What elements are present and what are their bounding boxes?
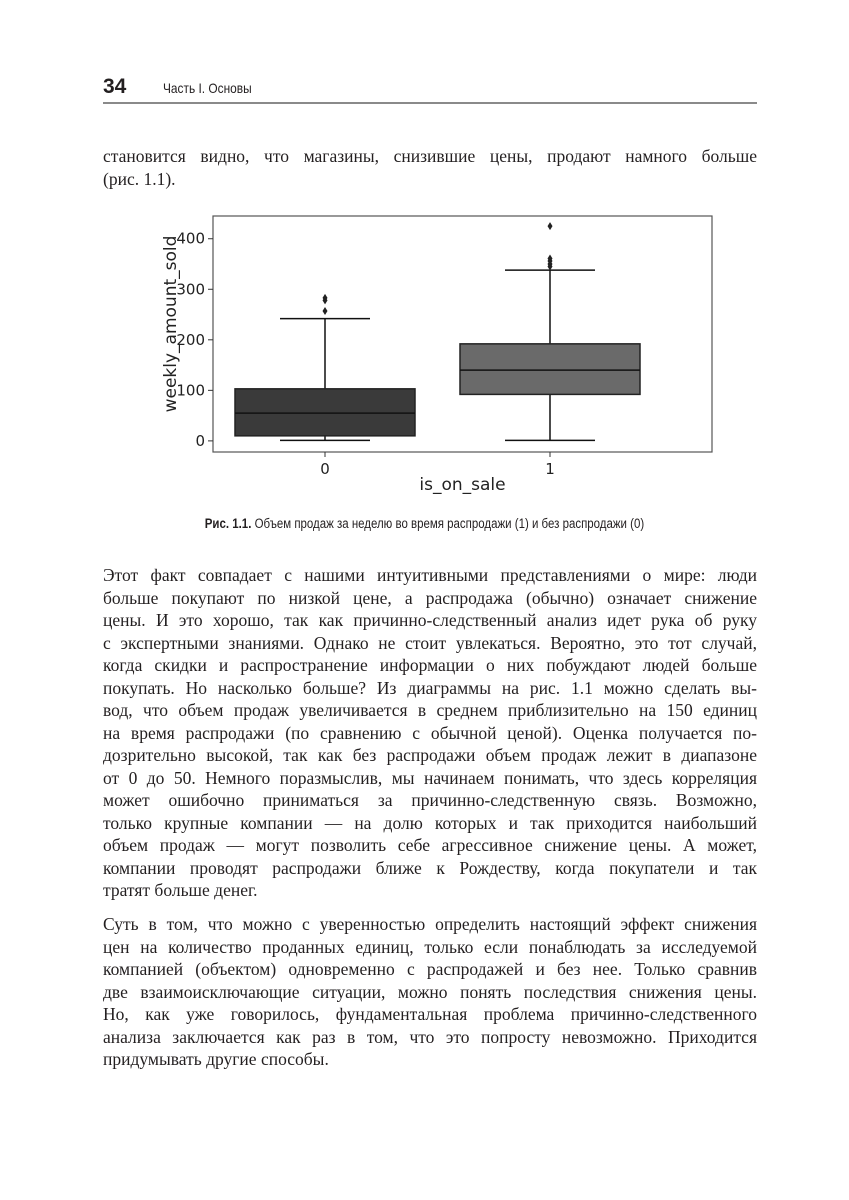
outlier-point: [548, 254, 553, 262]
text-line: (рис. 1.1).: [103, 168, 176, 189]
paragraph-2: [103, 564, 757, 902]
text-line: Но, как уже говорилось, фундаментальная проблема причинно-следственного: [103, 1004, 757, 1024]
outlier-point: [548, 257, 553, 265]
text-line: цен на количество проданных единиц, только если понаблюдать за исследуемой: [103, 936, 757, 957]
text-line: больше покупают по низкой цене, а распродажа (обычно) означает снижение: [103, 587, 757, 608]
y-tick-label: 200: [176, 330, 205, 349]
paragraph-3: [103, 913, 757, 1071]
x-tick-label: 1: [545, 460, 555, 478]
outlier-point: [548, 222, 553, 230]
outlier-point: [548, 263, 553, 271]
text-line: тратят больше денег.: [103, 880, 258, 900]
y-axis-label: weekly_amount_sold: [161, 235, 181, 413]
text-line: объем продаж — могут позволить себе агрессивное снижение цены. А может,: [103, 835, 757, 855]
paragraph-1: [103, 145, 757, 190]
x-tick-label: 0: [320, 460, 330, 478]
running-title: Часть I. Основы: [163, 80, 252, 96]
caption-label: Рис. 1.1.: [204, 516, 252, 531]
outlier-point: [323, 296, 328, 304]
outlier-point: [548, 260, 553, 268]
figure-caption: [0, 516, 849, 531]
caption-text: Объем продаж за неделю во время распродажи (1) и без распродажи (0): [251, 516, 645, 531]
y-tick-label: 0: [195, 431, 205, 450]
text-line: покупать. Но насколько больше? Из диаграммы на рис. 1.1 можно сделать вы-: [103, 677, 757, 698]
text-line: становится видно, что магазины, снизившие цены, продают намного больше: [103, 146, 757, 166]
text-line: может ошибочно приниматься за причинно-следственную связь. Возможно,: [103, 790, 757, 810]
text-line: вод, что объем продаж увеличивается в среднем приблизительно на 150 единиц: [103, 700, 757, 720]
text-line: две взаимоисключающие ситуации, можно понять последствия снижения цены.: [103, 981, 757, 1002]
y-tick-label: 300: [176, 280, 205, 299]
y-tick-label: 100: [176, 381, 205, 400]
text-line: дозрительно высокой, так как без распродажи объем продаж лежит в диапазоне: [103, 745, 757, 765]
x-axis-label: is_on_sale: [419, 475, 506, 495]
page-number: 34: [103, 75, 127, 98]
text-line: от 0 до 50. Немного поразмыслив, мы начинаем понимать, что здесь корреляция: [103, 767, 757, 788]
box-1: [460, 344, 640, 395]
box-0: [235, 389, 415, 436]
text-line: с экспертными знаниями. Однако не стоит увлекаться. Вероятно, это тот случай,: [103, 632, 757, 653]
text-line: анализа заключается как раз в том, что это попросту невозможно. Приходится: [103, 1026, 757, 1047]
text-line: Этот факт совпадает с нашими интуитивными представлениями о мире: люди: [103, 565, 757, 585]
text-line: на время распродажи (по сравнению с обычной ценой). Оценка получается по-: [103, 722, 757, 743]
text-line: компанией (объектом) одновременно с распродажей и без нее. Только сравнив: [103, 959, 757, 979]
text-line: компании проводят распродажи ближе к Рождеству, когда покупатели и так: [103, 857, 757, 878]
outlier-point: [323, 307, 328, 315]
plot-frame: [213, 216, 712, 452]
text-line: Суть в том, что можно с уверенностью определить настоящий эффект снижения: [103, 914, 757, 934]
y-tick-label: 400: [176, 229, 205, 248]
header-rule: [103, 102, 757, 104]
text-line: только крупные компании — на долю которых и так приходится наибольший: [103, 812, 757, 833]
outlier-point: [323, 294, 328, 302]
text-line: когда скидки и распространение информации о них побуждают людей больше: [103, 655, 757, 675]
text-line: придумывать другие способы.: [103, 1049, 329, 1069]
text-line: цены. И это хорошо, так как причинно-следственный анализ идет рука об руку: [103, 610, 757, 630]
